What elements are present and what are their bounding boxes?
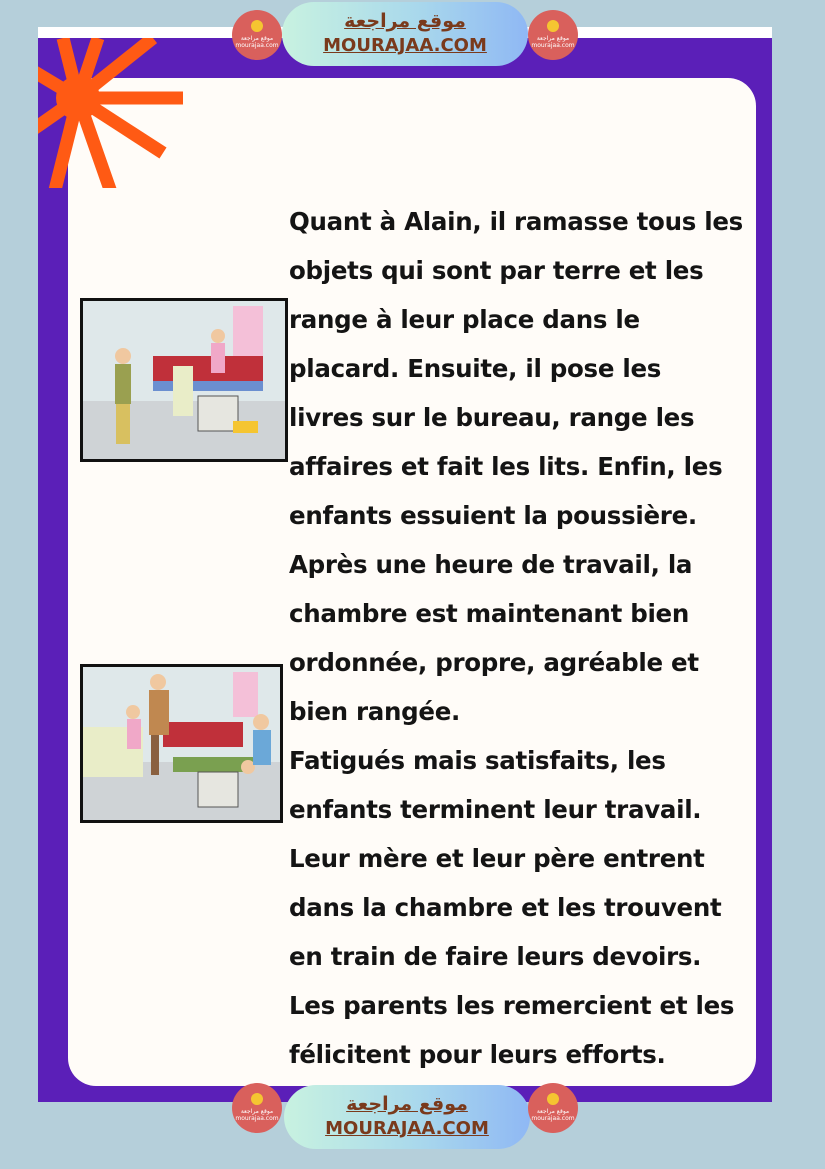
text-line: enfants essuient la poussière. bbox=[289, 501, 697, 530]
illustration-children-homework bbox=[80, 664, 283, 823]
logo-text: موقع مراجعة mourajaa.com bbox=[235, 35, 279, 49]
text-line: bien rangée. bbox=[289, 697, 461, 726]
logo-text: موقع مراجعة mourajaa.com bbox=[531, 35, 575, 49]
site-name-arabic[interactable]: موقع مراجعة bbox=[344, 10, 466, 32]
site-badge-footer[interactable] bbox=[284, 1085, 530, 1149]
text-line: placard. Ensuite, il pose les bbox=[289, 354, 662, 383]
site-logo-right-footer[interactable] bbox=[528, 1083, 578, 1133]
story-text bbox=[289, 197, 759, 1079]
text-line: chambre est maintenant bien bbox=[289, 599, 690, 628]
text-line: Fatigués mais satisfaits, les bbox=[289, 746, 666, 775]
site-logo-left[interactable] bbox=[232, 10, 282, 60]
site-link[interactable]: MOURAJAA.COM bbox=[325, 1118, 489, 1139]
text-line: enfants terminent leur travail. bbox=[289, 795, 702, 824]
starburst-decoration bbox=[38, 38, 188, 188]
logo-text: موقع مراجعة mourajaa.com bbox=[235, 1108, 279, 1122]
site-badge-header[interactable] bbox=[282, 2, 528, 66]
text-line: objets qui sont par terre et les bbox=[289, 256, 704, 285]
illustration-children-tidying bbox=[80, 298, 288, 462]
text-line: en train de faire leurs devoirs. bbox=[289, 942, 702, 971]
text-line: Les parents les remercient et les bbox=[289, 991, 735, 1020]
text-line: félicitent pour leurs efforts. bbox=[289, 1040, 666, 1069]
text-line: dans la chambre et les trouvent bbox=[289, 893, 722, 922]
text-line: Leur mère et leur père entrent bbox=[289, 844, 705, 873]
text-line: range à leur place dans le bbox=[289, 305, 640, 334]
text-line: livres sur le bureau, range les bbox=[289, 403, 695, 432]
site-logo-left-footer[interactable] bbox=[232, 1083, 282, 1133]
site-logo-right[interactable] bbox=[528, 10, 578, 60]
site-link[interactable]: MOURAJAA.COM bbox=[323, 35, 487, 56]
text-line: Après une heure de travail, la bbox=[289, 550, 693, 579]
logo-text: موقع مراجعة mourajaa.com bbox=[531, 1108, 575, 1122]
text-line: Quant à Alain, il ramasse tous les bbox=[289, 207, 743, 236]
text-line: affaires et fait les lits. Enfin, les bbox=[289, 452, 723, 481]
text-line: ordonnée, propre, agréable et bbox=[289, 648, 699, 677]
site-name-arabic[interactable]: موقع مراجعة bbox=[346, 1093, 468, 1115]
